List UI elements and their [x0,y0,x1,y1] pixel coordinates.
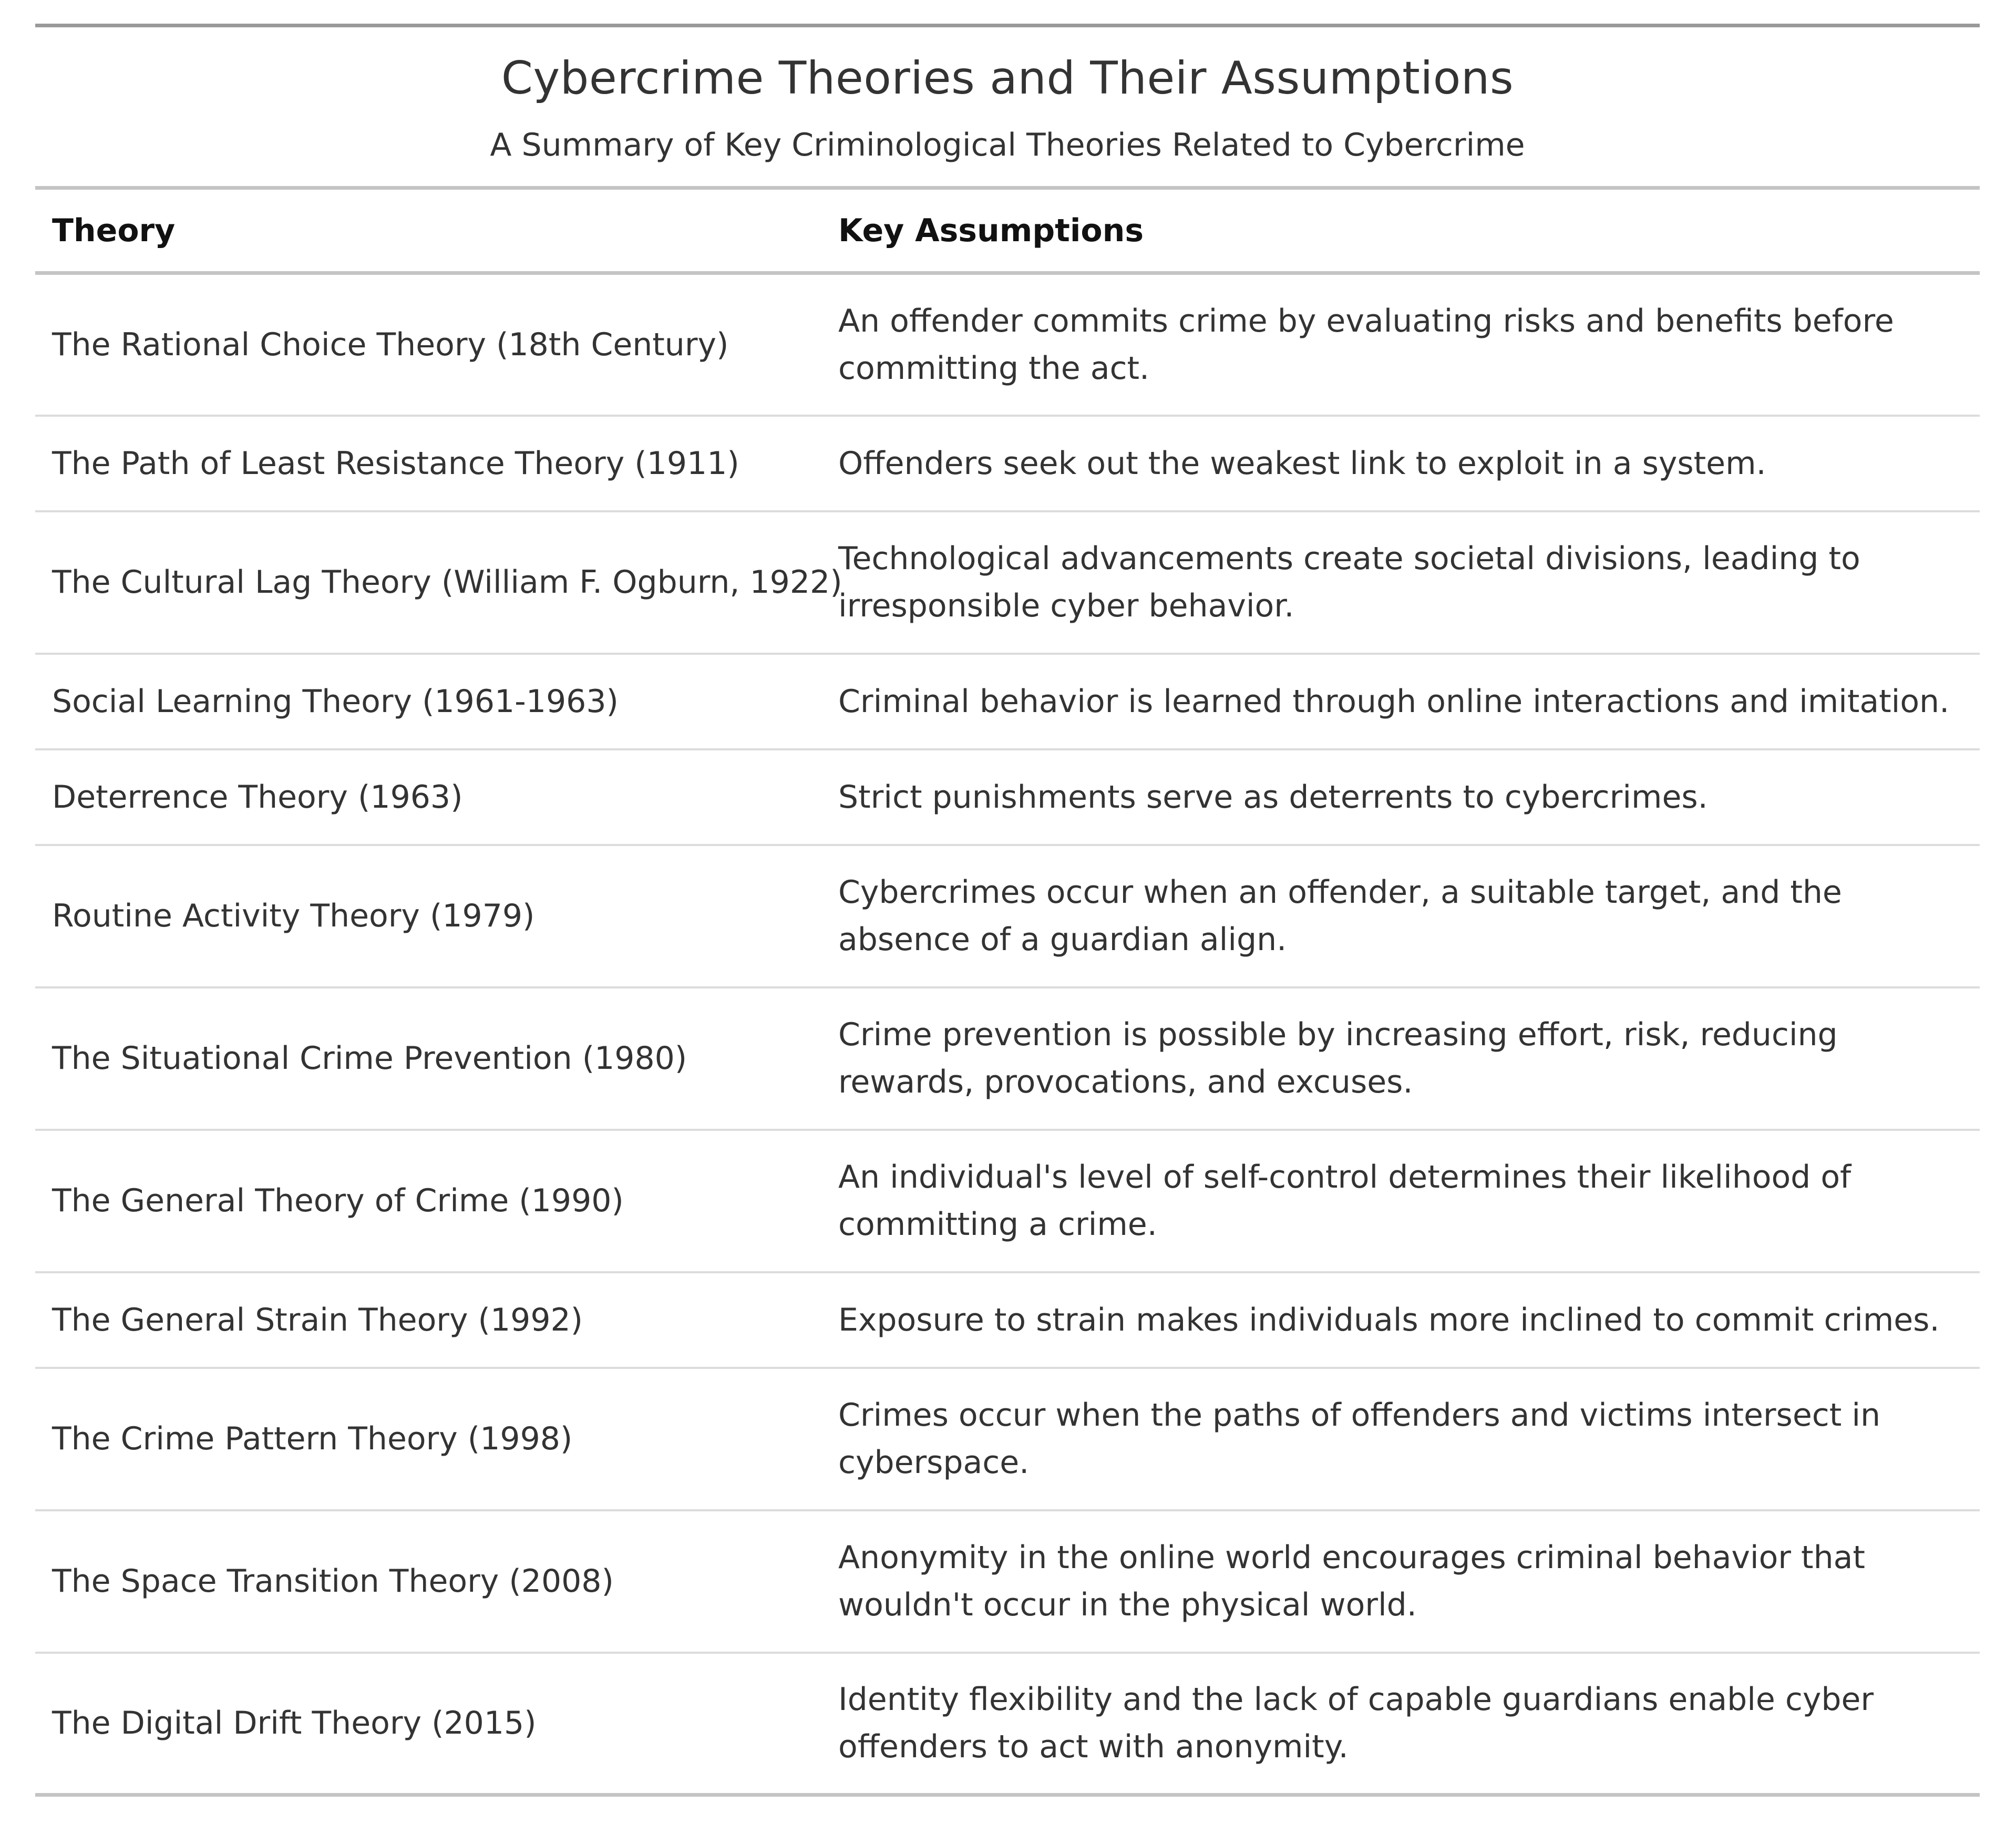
header-theory: Theory [35,188,821,273]
table-row [35,273,1980,416]
header-key-assumptions: Key Assumptions [821,188,1980,273]
assumption-cell: Exposure to strain makes individuals more inclined to commit crimes. [821,1272,1980,1368]
theory-cell: The Path of Least Resistance Theory (1911) [35,416,821,511]
table-row [35,749,1980,845]
theory-cell: The General Theory of Crime (1990) [35,1130,821,1272]
table-row [35,845,1980,987]
assumption-cell: Crimes occur when the paths of offenders and victims intersect in cyberspace. [821,1368,1980,1510]
theory-cell: The Space Transition Theory (2008) [35,1510,821,1653]
theories-table-container [35,24,1980,1797]
table-row [35,1272,1980,1368]
table-caption [35,27,1980,186]
table-row [35,1653,1980,1795]
table-row [35,416,1980,511]
assumption-cell: Crime prevention is possible by increasing effort, risk, reducing rewards, provocations, and excuses. [821,987,1980,1130]
table-row [35,1368,1980,1510]
assumption-cell: An offender commits crime by evaluating risks and benefits before committing the act. [821,273,1980,416]
assumption-cell: Strict punishments serve as deterrents to cybercrimes. [821,749,1980,845]
assumption-cell: Criminal behavior is learned through online interactions and imitation. [821,654,1980,749]
assumption-cell: Technological advancements create societal divisions, leading to irresponsible cyber behavior. [821,511,1980,654]
theory-cell: The Digital Drift Theory (2015) [35,1653,821,1795]
table-subtitle: A Summary of Key Criminological Theories Related to Cybercrime [490,127,1525,163]
top-rule [35,24,1980,27]
theory-cell: Deterrence Theory (1963) [35,749,821,845]
theory-cell: The Rational Choice Theory (18th Century) [35,273,821,416]
theory-cell: The General Strain Theory (1992) [35,1272,821,1368]
assumption-cell: Identity flexibility and the lack of capable guardians enable cyber offenders to act with anonymity. [821,1653,1980,1795]
table-title: Cybercrime Theories and Their Assumptions [501,52,1514,105]
theories-table [35,186,1980,1797]
table-header-row [35,188,1980,273]
table-row [35,654,1980,749]
theory-cell: The Crime Pattern Theory (1998) [35,1368,821,1510]
theory-cell: Social Learning Theory (1961-1963) [35,654,821,749]
assumption-cell: Anonymity in the online world encourages criminal behavior that wouldn't occur in the physical world. [821,1510,1980,1653]
table-row [35,1510,1980,1653]
assumption-cell: Cybercrimes occur when an offender, a suitable target, and the absence of a guardian align. [821,845,1980,987]
theory-cell: The Situational Crime Prevention (1980) [35,987,821,1130]
table-row [35,987,1980,1130]
theory-cell: Routine Activity Theory (1979) [35,845,821,987]
assumption-cell: Offenders seek out the weakest link to exploit in a system. [821,416,1980,511]
assumption-cell: An individual's level of self-control determines their likelihood of committing a crime. [821,1130,1980,1272]
table-row [35,1130,1980,1272]
table-row [35,511,1980,654]
theory-cell: The Cultural Lag Theory (William F. Ogburn, 1922) [35,511,821,654]
